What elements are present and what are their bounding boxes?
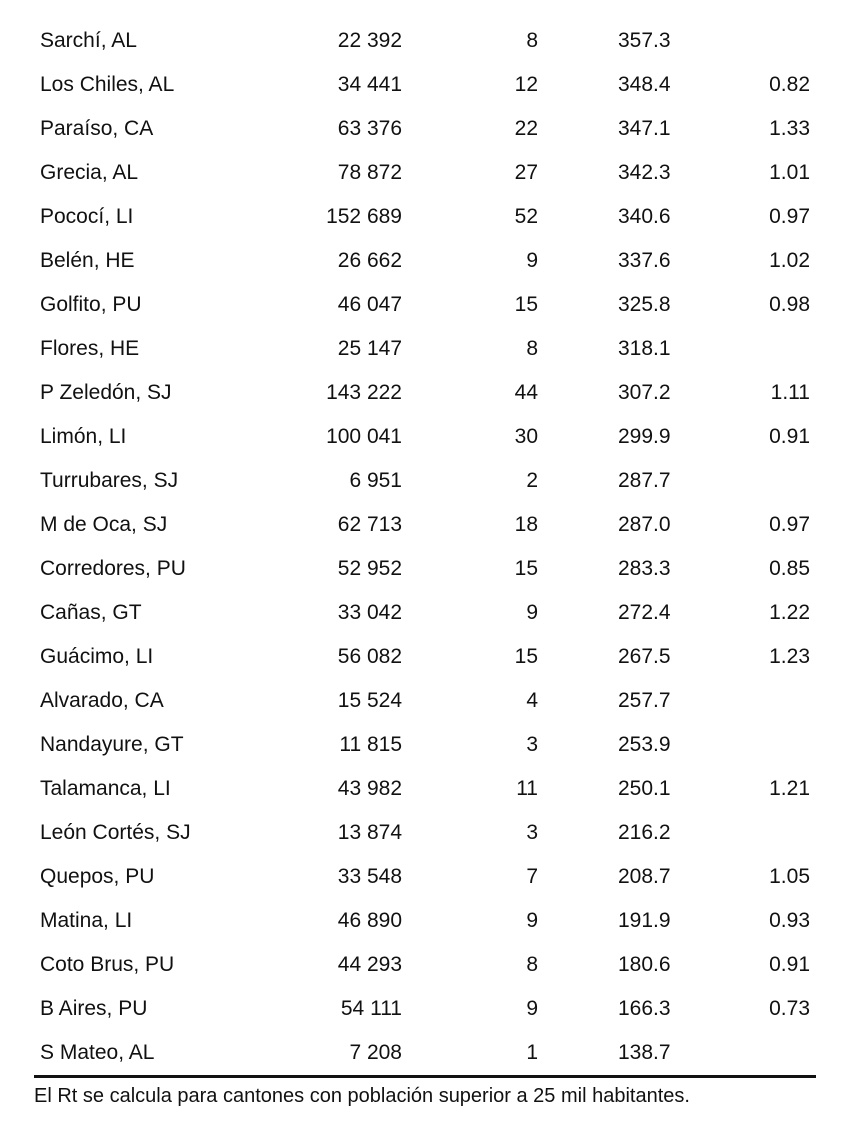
canton-cell: Turrubares, SJ [40,469,179,492]
population-cell: 43 982 [337,777,402,800]
table-bottom-rule [34,1075,816,1078]
cases-cell: 8 [526,337,538,360]
rt-cell: 1.23 [769,645,810,668]
canton-cell: Guácimo, LI [40,645,154,668]
rate-cell: 357.3 [618,29,671,52]
table-row [0,591,864,635]
table-row [0,327,864,371]
population-cell: 100 041 [326,425,402,448]
rt-cell: 0.82 [769,73,810,96]
rate-cell: 318.1 [618,337,671,360]
cases-cell: 11 [516,777,538,800]
table-row [0,415,864,459]
rate-cell: 348.4 [618,73,671,96]
table-row [0,19,864,63]
rt-cell: 1.05 [769,865,810,888]
cases-cell: 12 [514,73,538,96]
table-row [0,195,864,239]
rt-cell: 0.98 [769,293,810,316]
canton-cell: Flores, HE [40,337,140,360]
canton-cell: Alvarado, CA [40,689,164,712]
table-row [0,1031,864,1075]
rate-cell: 307.2 [618,381,671,404]
canton-cell: Limón, LI [40,425,127,448]
cases-cell: 9 [526,601,538,624]
canton-cell: Coto Brus, PU [40,953,175,976]
cases-cell: 8 [526,953,538,976]
cases-cell: 9 [526,249,538,272]
table-body [0,19,864,1075]
rate-cell: 250.1 [618,777,671,800]
table-row [0,547,864,591]
table-row [0,767,864,811]
cases-cell: 3 [526,821,538,844]
table-row [0,855,864,899]
rt-cell: 1.21 [769,777,810,800]
canton-cell: B Aires, PU [40,997,148,1020]
cases-cell: 8 [526,29,538,52]
table-row [0,943,864,987]
rate-cell: 191.9 [618,909,671,932]
population-cell: 33 548 [337,865,402,888]
rt-cell: 0.85 [769,557,810,580]
rt-cell: 0.97 [769,513,810,536]
canton-table [0,19,864,1075]
population-cell: 26 662 [337,249,402,272]
rt-cell: 1.02 [769,249,810,272]
canton-cell: Golfito, PU [40,293,142,316]
rate-cell: 347.1 [618,117,671,140]
population-cell: 25 147 [337,337,402,360]
cases-cell: 3 [526,733,538,756]
canton-cell: Los Chiles, AL [40,73,175,96]
rt-cell: 1.33 [769,117,810,140]
rt-cell: 1.11 [770,381,810,404]
population-cell: 143 222 [326,381,402,404]
table-row [0,723,864,767]
rate-cell: 180.6 [618,953,671,976]
population-cell: 34 441 [337,73,402,96]
population-cell: 152 689 [326,205,402,228]
table-row [0,679,864,723]
table-row [0,239,864,283]
rate-cell: 208.7 [618,865,671,888]
canton-cell: P Zeledón, SJ [40,381,172,404]
canton-cell: M de Oca, SJ [40,513,168,536]
rate-cell: 166.3 [618,997,671,1020]
rate-cell: 342.3 [618,161,671,184]
rate-cell: 216.2 [618,821,671,844]
population-cell: 6 951 [349,469,402,492]
population-cell: 54 111 [340,997,402,1020]
canton-cell: Pococí, LI [40,205,134,228]
table-row [0,107,864,151]
table-row [0,371,864,415]
population-cell: 63 376 [337,117,402,140]
rate-cell: 272.4 [618,601,671,624]
population-cell: 44 293 [337,953,402,976]
rt-cell: 1.01 [769,161,810,184]
rate-cell: 325.8 [618,293,671,316]
population-cell: 52 952 [337,557,402,580]
table-row [0,811,864,855]
canton-cell: Belén, HE [40,249,135,272]
population-cell: 22 392 [337,29,402,52]
table-row [0,635,864,679]
cases-cell: 27 [514,161,538,184]
cases-cell: 7 [526,865,538,888]
rate-cell: 257.7 [618,689,671,712]
cases-cell: 15 [514,645,538,668]
canton-cell: León Cortés, SJ [40,821,191,844]
table-row [0,503,864,547]
table-row [0,151,864,195]
rate-cell: 253.9 [618,733,671,756]
population-cell: 13 874 [337,821,402,844]
table-row [0,283,864,327]
population-cell: 62 713 [337,513,402,536]
rt-cell: 0.73 [769,997,810,1020]
rate-cell: 340.6 [618,205,671,228]
cases-cell: 15 [514,557,538,580]
rate-cell: 287.0 [618,513,671,536]
rt-cell: 0.91 [769,953,810,976]
table-row [0,63,864,107]
cases-cell: 18 [514,513,538,536]
rt-cell: 0.97 [769,205,810,228]
cases-cell: 30 [514,425,538,448]
table-footnote: El Rt se calcula para cantones con población superior a 25 mil habitantes. [34,1085,690,1107]
canton-cell: Cañas, GT [40,601,142,624]
cases-cell: 15 [514,293,538,316]
population-cell: 15 524 [337,689,402,712]
rate-cell: 267.5 [618,645,671,668]
canton-cell: Grecia, AL [40,161,139,184]
canton-cell: Paraíso, CA [40,117,154,140]
rate-cell: 299.9 [618,425,671,448]
population-cell: 78 872 [337,161,402,184]
cases-cell: 1 [526,1041,538,1064]
canton-cell: Matina, LI [40,909,133,932]
population-cell: 56 082 [337,645,402,668]
table-row [0,459,864,503]
canton-cell: Sarchí, AL [40,29,137,52]
rate-cell: 283.3 [618,557,671,580]
cases-cell: 9 [526,997,538,1020]
canton-cell: S Mateo, AL [40,1041,155,1064]
table-row [0,987,864,1031]
canton-cell: Quepos, PU [40,865,155,888]
cases-cell: 4 [526,689,538,712]
canton-cell: Corredores, PU [40,557,186,580]
cases-cell: 22 [514,117,538,140]
cases-cell: 44 [514,381,538,404]
canton-cell: Nandayure, GT [40,733,184,756]
rate-cell: 287.7 [618,469,671,492]
population-cell: 11 815 [339,733,402,756]
cases-cell: 9 [526,909,538,932]
population-cell: 33 042 [337,601,402,624]
rate-cell: 337.6 [618,249,671,272]
rate-cell: 138.7 [618,1041,671,1064]
table-row [0,899,864,943]
cases-cell: 52 [514,205,538,228]
cases-cell: 2 [526,469,538,492]
population-cell: 7 208 [349,1041,402,1064]
rt-cell: 0.93 [769,909,810,932]
rt-cell: 1.22 [769,601,810,624]
rt-cell: 0.91 [769,425,810,448]
population-cell: 46 047 [337,293,402,316]
canton-cell: Talamanca, LI [40,777,171,800]
population-cell: 46 890 [337,909,402,932]
